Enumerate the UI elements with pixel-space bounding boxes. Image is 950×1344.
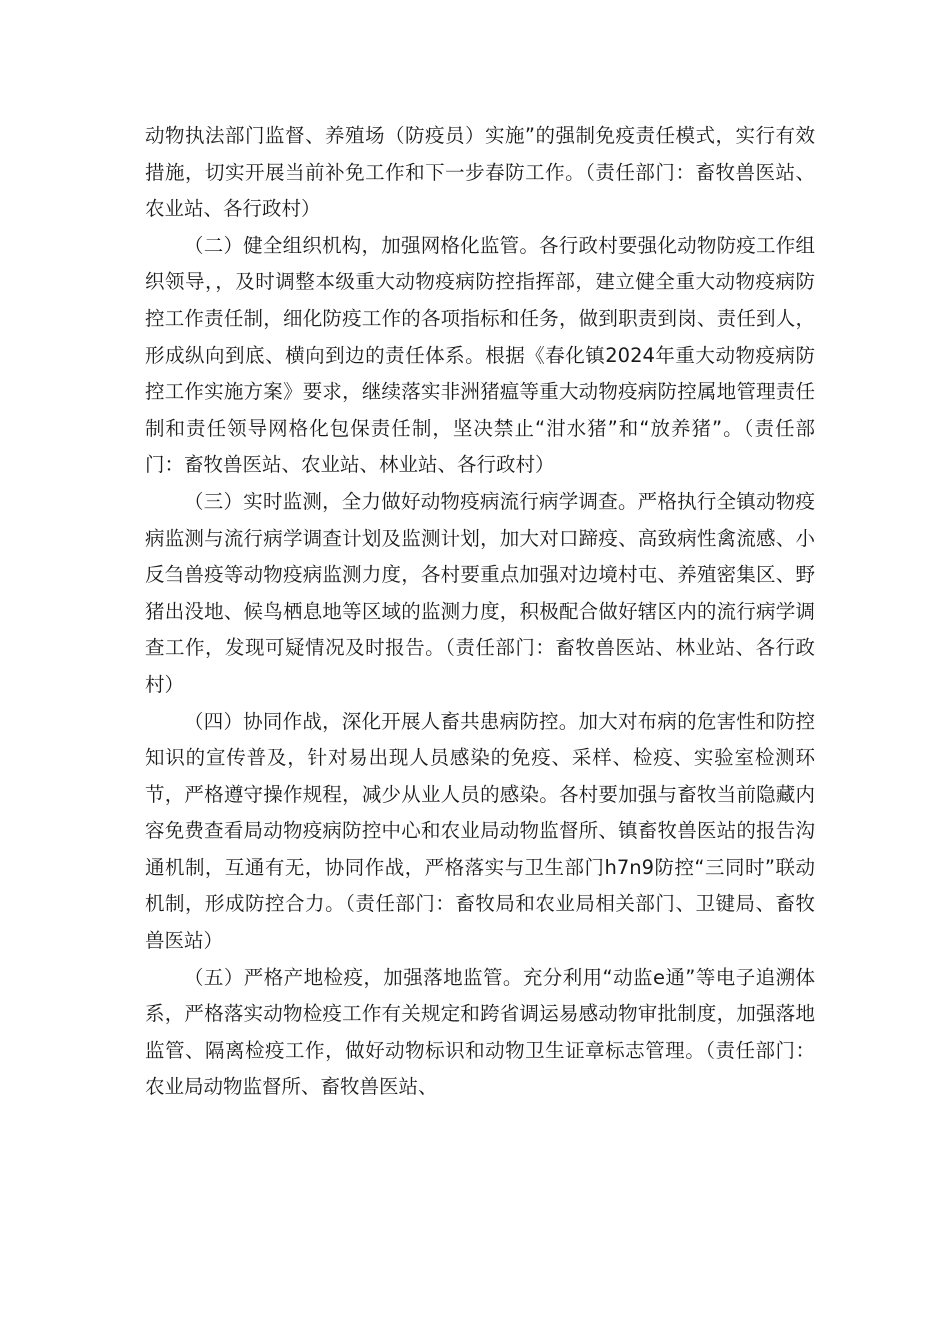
paragraph-section-5: （五）严格产地检疫，加强落地监管。充分利用“动监e通”等电子追溯体系，严格落实动物检疫工作有关规定和跨省调运易感动物审批制度，加强落地监管、隔离检疫工作，做好动物标识和动物卫生证章标志管理。（责任部门：农业局动物监督所、畜牧兽医站、 — [145, 965, 815, 1099]
paragraph-section-2: （二）健全组织机构，加强网格化监管。各行政村要强化动物防疫工作组织领导，，及时调整本级重大动物疫病防控指挥部，建立健全重大动物疫病防控工作责任制，细化防疫工作的各项指标和任务，做到职责到岗、责任到人，形成纵向到底、横向到边的责任体系。根据《春化镇2024年重大动物疫病防控工作实施方案》要求，继续落实非洲猪瘟等重大动物疫病防控属地管理责任制和责任领导网格化包保责任制，坚决禁止“泔水猪”和“放养猪”。（责任部门：畜牧兽医站、农业站、林业站、各行政村） — [145, 233, 815, 477]
paragraph-section-3: （三）实时监测，全力做好动物疫病流行病学调查。严格执行全镇动物疫病监测与流行病学调查计划及监测计划，加大对口蹄疫、高致病性禽流感、小反刍兽疫等动物疫病监测力度，各村要重点加强对边境村屯、养殖密集区、野猪出没地、候鸟栖息地等区域的监测力度，积极配合做好辖区内的流行病学调查工作，发现可疑情况及时报告。（责任部门：畜牧兽医站、林业站、各行政村） — [145, 489, 815, 696]
paragraph-continuation: 动物执法部门监督、养殖场（防疫员）实施”的强制免疫责任模式，实行有效措施，切实开展当前补免工作和下一步春防工作。（责任部门：畜牧兽医站、农业站、各行政村） — [145, 124, 815, 221]
document-body — [145, 118, 815, 1106]
paragraph-section-4: （四）协同作战，深化开展人畜共患病防控。加大对布病的危害性和防控知识的宣传普及，针对易出现人员感染的免疫、采样、检疫、实验室检测环节，严格遵守操作规程，减少从业人员的感染。各村要加强与畜牧当前隐藏内容免费查看局动物疫病防控中心和农业局动物监督所、镇畜牧兽医站的报告沟通机制，互通有无，协同作战，严格落实与卫生部门h7n9防控“三同时”联动机制，形成防控合力。（责任部门：畜牧局和农业局相关部门、卫键局、畜牧兽医站） — [145, 709, 815, 953]
